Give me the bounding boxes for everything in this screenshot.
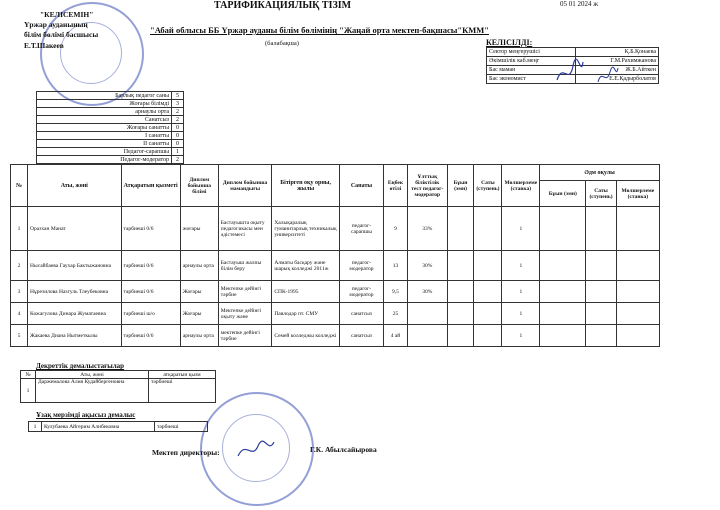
cell-admin-hours	[540, 325, 586, 347]
cell-admin-rate	[616, 207, 659, 251]
cell-test: 30%	[407, 281, 447, 303]
cell-hours	[447, 303, 474, 325]
cell-inst: СПК-1995	[272, 281, 340, 303]
cell-spec: Бастауыш жалпы білім беру	[218, 251, 272, 281]
cell-no: 4	[11, 303, 28, 325]
signature-scribble-2	[596, 66, 620, 88]
col-admin-hours: Бұын (эмн)	[540, 181, 586, 207]
cell-name: Жакаева Диана Нытметкызы	[28, 325, 121, 347]
cell-inst: Семей колледжы колледжі	[272, 325, 340, 347]
cell-exp: 9	[384, 207, 408, 251]
cell-admin-hours	[540, 207, 586, 251]
cell-no: 1	[21, 379, 36, 403]
cell-position: тәрбиеші 0/6	[121, 251, 180, 281]
summary-value: 2	[172, 116, 184, 124]
cell-no: 3	[11, 281, 28, 303]
col-admin-step: Саты (ступень)	[586, 181, 616, 207]
cell-hours	[447, 281, 474, 303]
cell-no: 2	[11, 251, 28, 281]
cell-no: 1	[29, 422, 42, 432]
approved-label: "КЕЛІСЕМІН"	[40, 10, 94, 19]
date-fragment: 05 01 2024 ж	[560, 0, 599, 8]
cell-hours	[447, 207, 474, 251]
cell-admin-step	[586, 303, 616, 325]
col-step: Саты (ступень)	[474, 165, 502, 207]
summary-value: 1	[172, 148, 184, 156]
cell-admin-step	[586, 251, 616, 281]
table-row	[11, 207, 660, 251]
cell-admin-rate	[616, 325, 659, 347]
cell-name: Нысайбаева Гаухар Бактыжановна	[28, 251, 121, 281]
col-hours: Бұын (эмн)	[447, 165, 474, 207]
cell-category: санатсыз	[339, 303, 383, 325]
signer-role: Бас маман	[487, 66, 576, 75]
cell-rate: 1	[502, 325, 540, 347]
cell-admin-rate	[616, 281, 659, 303]
col-experience: Еңбек өтілі	[384, 165, 408, 207]
signer-name: Ж.Б.Айткен	[576, 66, 659, 75]
col-position: Атқаратын қызметі	[121, 165, 180, 207]
cell-step	[474, 251, 502, 281]
summary-label: І санатты	[37, 132, 172, 140]
col-name: Аты, жөні	[28, 165, 121, 207]
cell-position: тәрбиеші	[155, 422, 208, 432]
cell-position: тәрбиеші 0/6	[121, 325, 180, 347]
summary-label: Жоғары санатты	[37, 124, 172, 132]
cell-inst: Павлодар пт. СМУ	[272, 303, 340, 325]
cell-no: 1	[11, 207, 28, 251]
col-institution: Бітірген оқу орны, жылы	[272, 165, 340, 207]
summary-value: 3	[172, 100, 184, 108]
summary-label: Педагог-сарапшы	[37, 148, 172, 156]
cell-spec: мектепке дейінгі тәрбие	[218, 325, 272, 347]
cell-admin-hours	[540, 281, 586, 303]
cell-rate: 1	[502, 207, 540, 251]
cell-admin-rate	[616, 303, 659, 325]
col-diploma-spec: Диплом бойынша мамандығы	[218, 165, 272, 207]
summary-label: Барлық педагог саны	[37, 92, 172, 100]
signature-scribble	[555, 58, 585, 88]
col-diploma-edu: Диплом бойынша білімі	[180, 165, 218, 207]
col-no: №	[11, 165, 28, 207]
signer-name: Г.М.Рахимжанова	[576, 57, 659, 66]
cell-exp: 4 ай	[384, 325, 408, 347]
cell-spec: Мектепке дейінгі тәрбие	[218, 281, 272, 303]
cell-position: тәрбиеші	[149, 379, 216, 403]
cell-name: Нұрезилова Назгуль Тлеубековна	[28, 281, 121, 303]
director-signature	[236, 438, 276, 462]
maternity-row	[21, 379, 216, 403]
cell-hours	[447, 325, 474, 347]
col-admin-group: Әдм оқулы	[540, 165, 660, 181]
cell-exp: 9,5	[384, 281, 408, 303]
signer-name: Қ.Б.Қонаева	[576, 48, 659, 57]
cell-category: санатсыз	[339, 325, 383, 347]
cell-inst: Алматы басқару және шарық колледжі 2011ж	[272, 251, 340, 281]
approved-line2: білім бөлімі басшысы	[24, 30, 99, 39]
cell-name: Оразхан Манат	[28, 207, 121, 251]
cell-step	[474, 281, 502, 303]
cell-exp: 25	[384, 303, 408, 325]
cell-inst: Халықаралық гуманитарлық техникалық университеті	[272, 207, 340, 251]
cell-category: педагог-сарапшы	[339, 207, 383, 251]
cell-step	[474, 325, 502, 347]
cell-admin-step	[586, 207, 616, 251]
cell-spec: Мектепке дейінгі оқыту және	[218, 303, 272, 325]
longleave-row	[29, 422, 208, 432]
approved-line1: Үржар ауданының	[24, 20, 88, 29]
signer-role: Әкімшілік каб.меңг	[487, 57, 576, 66]
cell-step	[474, 303, 502, 325]
cell-edu: арнаулы орта	[180, 251, 218, 281]
cell-exp: 13	[384, 251, 408, 281]
summary-label: ІІ санатты	[37, 140, 172, 148]
cell-test	[407, 325, 447, 347]
summary-value: 2	[172, 156, 184, 164]
signer-role: Бас экономист	[487, 75, 576, 84]
director-name: Г.К. Абылсайырова	[310, 445, 377, 454]
cell-admin-rate	[616, 251, 659, 281]
summary-value: 0	[172, 124, 184, 132]
cell-step	[474, 207, 502, 251]
org-subtitle: (балабақша)	[265, 40, 299, 47]
col-rate: Мөлшерлеме (ставка)	[502, 165, 540, 207]
table-row	[11, 281, 660, 303]
cell-edu: Жоғары	[180, 303, 218, 325]
cell-rate: 1	[502, 251, 540, 281]
cell-category: педагог-модератор	[339, 281, 383, 303]
signer-role: Сектор меңгерушісі	[487, 48, 576, 57]
maternity-col-position: атқаратын қызм	[149, 371, 216, 379]
maternity-table	[20, 370, 216, 403]
cell-edu: Жоғары	[180, 281, 218, 303]
summary-value: 0	[172, 132, 184, 140]
cell-name: Даржемалова Алия Кудайбергеновна	[36, 379, 149, 403]
maternity-col-no: №	[21, 371, 36, 379]
cell-category: педагог-модератор	[339, 251, 383, 281]
cell-admin-hours	[540, 251, 586, 281]
summary-table	[36, 91, 184, 164]
cell-name: Кулубаева Айгерим Алибековна	[42, 422, 155, 432]
cell-name: Кожагулова Динара Жуматаевна	[28, 303, 121, 325]
maternity-col-name: Аты, жөні	[36, 371, 149, 379]
summary-value: 0	[172, 140, 184, 148]
cell-admin-step	[586, 325, 616, 347]
cell-position: тәрбиеші 0/6	[121, 207, 180, 251]
cell-position: тәрбиеші 0/6	[121, 281, 180, 303]
cell-edu: жоғары	[180, 207, 218, 251]
director-label: Мектеп директоры:	[152, 448, 220, 457]
org-title: "Абай облысы ББ Үржар ауданы білім бөлімінің "Жаңай орта мектеп-бақшасы"КММ"	[150, 25, 489, 35]
staff-table	[10, 164, 660, 347]
longleave-title: Ұзақ мерзімді ақысыз демалыс	[36, 411, 136, 419]
summary-label: Жоғары білімді	[37, 100, 172, 108]
summary-label: арнаулы орта	[37, 108, 172, 116]
longleave-table	[28, 421, 208, 432]
cell-test	[407, 303, 447, 325]
table-row	[11, 325, 660, 347]
cell-test: 30%	[407, 251, 447, 281]
cell-admin-step	[586, 281, 616, 303]
cell-admin-hours	[540, 303, 586, 325]
cell-spec: Бастауышта оқыту педагогикасы мен әдістемесі	[218, 207, 272, 251]
cell-rate: 1	[502, 303, 540, 325]
cell-rate: 1	[502, 281, 540, 303]
approved-name: Е.Т.Шакеев	[24, 41, 64, 50]
summary-value: 2	[172, 108, 184, 116]
table-row	[11, 251, 660, 281]
table-row	[11, 303, 660, 325]
summary-label: Санатсыз	[37, 116, 172, 124]
cell-position: тәрбиеші ш/о	[121, 303, 180, 325]
cell-edu: арнаулы орта	[180, 325, 218, 347]
summary-value: 5	[172, 92, 184, 100]
cell-test: 33%	[407, 207, 447, 251]
col-test: Ұлттық біліктілік тест педагог-модератор	[407, 165, 447, 207]
cell-hours	[447, 251, 474, 281]
signer-name: Е.Е.Қадырболатов	[576, 75, 659, 84]
maternity-title: Декреттік демалыстағылар	[36, 362, 125, 370]
col-category: Санаты	[339, 165, 383, 207]
agreed-title: КЕЛІСІЛДІ:	[486, 38, 533, 47]
cell-no: 5	[11, 325, 28, 347]
col-admin-rate: Мөлшерлеме (ставка)	[616, 181, 659, 207]
page-title: ТАРИФИКАЦИЯЛЫҚ ТІЗІМ	[214, 0, 352, 11]
summary-label: Педагог-модератор	[37, 156, 172, 164]
